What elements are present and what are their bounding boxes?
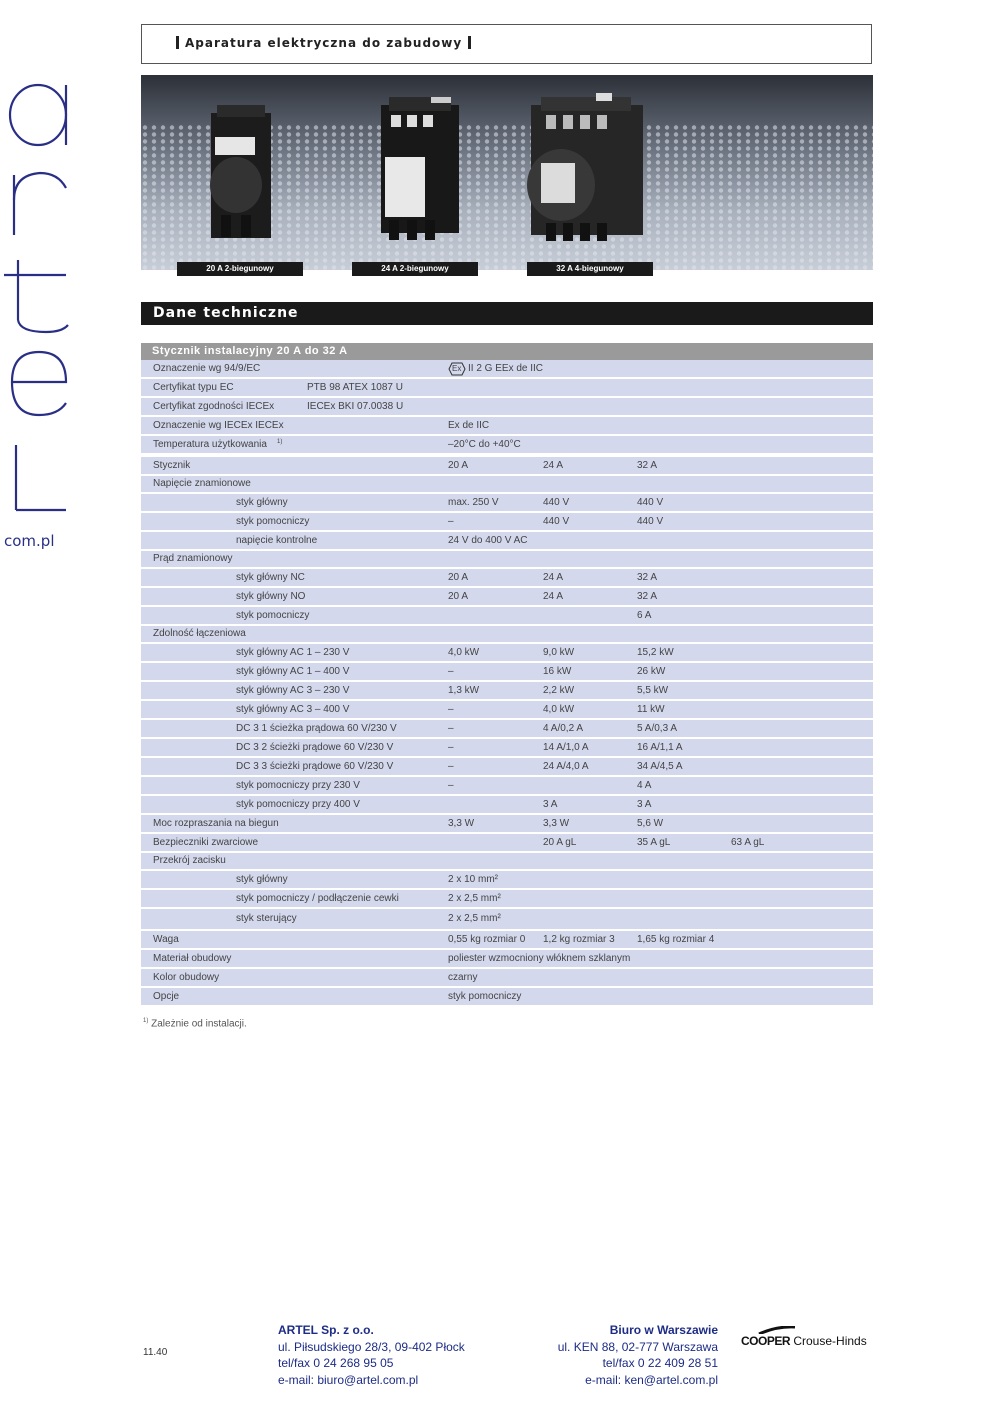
footnote-text: Zależnie od instalacji. [151, 1018, 247, 1030]
row-label: styk główny AC 1 – 400 V [236, 666, 350, 677]
caption-24a: 24 A 2-biegunowy [352, 262, 478, 276]
row-label: styk pomocniczy przy 400 V [236, 799, 360, 810]
row-value-c3: 24 A [543, 591, 564, 602]
row-label: Certyfikat zgodności IECEx [153, 401, 275, 412]
office-email[interactable]: e-mail: ken@artel.com.pl [585, 1372, 718, 1387]
row-value-c2: –20°C do +40°C [448, 439, 521, 450]
row-label: Waga [153, 934, 179, 945]
row-value-c2: 1,3 kW [448, 685, 480, 696]
row-value-c4: 440 V [637, 516, 664, 527]
footnote [143, 1018, 247, 1029]
row-value-c4: 3 A [637, 799, 652, 810]
row-value-c2: 3,3 W [448, 818, 475, 829]
table-row [141, 777, 873, 796]
row-label: Kolor obudowy [153, 972, 220, 983]
table-row [141, 988, 873, 1007]
row-label: Materiał obudowy [153, 953, 232, 964]
row-value-c2: 0,55 kg rozmiar 0 [448, 934, 526, 945]
table-row [141, 720, 873, 739]
office-street: ul. KEN 88, 02-777 Warszawa [557, 1339, 718, 1354]
row-value-c2: poliester wzmocniony włóknem szklanym [448, 953, 631, 964]
row-label: styk pomocniczy / podłączenie cewki [236, 893, 399, 904]
row-value-c4: 5 A/0,3 A [637, 723, 678, 734]
row-value-c3: 2,2 kW [543, 685, 575, 696]
row-label: styk główny NC [236, 572, 305, 583]
cooper-swoosh-icon [757, 1326, 797, 1334]
address-right [520, 1322, 718, 1388]
row-value-c2: – [448, 761, 454, 772]
table-row [141, 950, 873, 969]
row-label: Prąd znamionowy [153, 553, 233, 564]
row-label: Oznaczenie wg IECEx IECEx [153, 420, 284, 431]
caption-32a: 32 A 4-biegunowy [527, 262, 653, 276]
row-value-c4: 32 A [637, 591, 658, 602]
table-row [141, 588, 873, 607]
row-label: styk pomocniczy przy 230 V [236, 780, 360, 791]
row-value-c3: 24 A [543, 572, 564, 583]
table-row [141, 969, 873, 988]
row-value-c3: 14 A/1,0 A [543, 742, 589, 753]
row-label: styk pomocniczy [236, 516, 310, 527]
row-value-c3: 16 kW [543, 666, 572, 677]
row-value-c4: 4 A [637, 780, 652, 791]
table-body [141, 360, 873, 1007]
row-value-c3: 4,0 kW [543, 704, 575, 715]
row-label: DC 3 1 ścieżka prądowa 60 V/230 V [236, 723, 397, 734]
office-name: Biuro w Warszawie [609, 1323, 718, 1337]
row-label: Certyfikat typu EC [153, 382, 234, 393]
row-value-c3: 24 A [543, 460, 564, 471]
contactor-32a-image [527, 93, 643, 241]
row-label: Przekrój zacisku [153, 855, 226, 866]
header-title: Aparatura elektryczna do zabudowy [176, 36, 471, 50]
table-row [141, 909, 873, 931]
row-value-c2: II 2 G EEx de IIC [468, 363, 544, 374]
row-label: Zdolność łączeniowa [153, 628, 246, 639]
row-value-c3: 1,2 kg rozmiar 3 [543, 934, 615, 945]
table-row [141, 551, 873, 569]
row-label: styk główny AC 3 – 230 V [236, 685, 350, 696]
row-value-c3: 440 V [543, 497, 570, 508]
contactor-20a-image [210, 105, 271, 238]
row-label: napięcie kontrolne [236, 535, 318, 546]
page-number: 11.40 [143, 1347, 168, 1358]
row-value-c2: 2 x 2,5 mm² [448, 893, 501, 904]
table-row [141, 532, 873, 551]
table-row [141, 739, 873, 758]
row-value-c4: 5,5 kW [637, 685, 669, 696]
row-value-c1: PTB 98 ATEX 1087 U [307, 382, 403, 393]
row-value-c2: 2 x 10 mm² [448, 874, 499, 885]
table-row [141, 682, 873, 701]
table-row [141, 701, 873, 720]
section-title: Dane techniczne [141, 302, 873, 325]
contactor-24a-image [381, 97, 459, 240]
footnote-mark: 1) [143, 1018, 149, 1024]
row-value-c2: 24 V do 400 V AC [448, 535, 528, 546]
row-label: Oznaczenie wg 94/9/EC [153, 363, 261, 374]
row-label: Napięcie znamionowe [153, 478, 251, 489]
row-value-c2: 2 x 2,5 mm² [448, 913, 501, 924]
row-value-c4: 35 A gL [637, 837, 671, 848]
row-value-c3: 3 A [543, 799, 558, 810]
row-label: DC 3 3 ścieżki prądowe 60 V/230 V [236, 761, 394, 772]
row-value-c2: 20 A [448, 460, 469, 471]
row-value-c2: 20 A [448, 572, 469, 583]
row-value-c2: 20 A [448, 591, 469, 602]
row-label: styk główny [236, 497, 288, 508]
row-label: Temperatura użytkowania [153, 439, 267, 450]
row-label: Moc rozpraszania na biegun [153, 818, 279, 829]
product-photo [141, 75, 873, 270]
cooper-crouse-hinds-logo [741, 1334, 867, 1348]
table-row [141, 398, 873, 417]
row-value-c3: 440 V [543, 516, 570, 527]
table-row [141, 871, 873, 890]
row-label: Bezpieczniki zwarciowe [153, 837, 259, 848]
row-value-c2: – [448, 723, 454, 734]
row-value-c3: 20 A gL [543, 837, 577, 848]
row-value-c2: – [448, 516, 454, 527]
row-label: Opcje [153, 991, 180, 1002]
table-row [141, 513, 873, 532]
table-row [141, 758, 873, 777]
row-label: styk pomocniczy [236, 610, 310, 621]
table-row [141, 569, 873, 588]
row-value-c1: IECEx BKI 07.0038 U [307, 401, 404, 412]
header-box [141, 24, 872, 64]
row-value-c2: – [448, 742, 454, 753]
table-row [141, 853, 873, 871]
company-email[interactable]: e-mail: biuro@artel.com.pl [278, 1372, 419, 1387]
row-value-c2: – [448, 666, 454, 677]
table-row [141, 607, 873, 626]
row-value-c2: – [448, 704, 454, 715]
spec-table [141, 343, 873, 1007]
row-value-c4: 26 kW [637, 666, 666, 677]
table-row [141, 834, 873, 853]
table-row [141, 931, 873, 950]
table-row [141, 796, 873, 815]
table-row [141, 626, 873, 644]
row-footnote-mark: 1) [277, 439, 283, 445]
office-phone: tel/fax 0 22 409 28 51 [602, 1356, 718, 1370]
row-value-c2: 4,0 kW [448, 647, 480, 658]
table-row [141, 663, 873, 682]
row-value-c4: 5,6 W [637, 818, 664, 829]
caption-20a: 20 A 2-biegunowy [177, 262, 303, 276]
row-value-c3: 3,3 W [543, 818, 570, 829]
brand-cooper: COOPER [741, 1334, 791, 1348]
row-value-c4: 32 A [637, 572, 658, 583]
row-value-c2: czarny [448, 972, 478, 983]
company-street: ul. Piłsudskiego 28/3, 09-402 Płock [278, 1339, 465, 1354]
table-row [141, 815, 873, 834]
row-label: DC 3 2 ścieżki prądowe 60 V/230 V [236, 742, 394, 753]
company-name: ARTEL Sp. z o.o. [278, 1323, 374, 1337]
row-value-c3: 24 A/4,0 A [543, 761, 589, 772]
table-heading: Stycznik instalacyjny 20 A do 32 A [141, 343, 873, 360]
row-value-c4: 32 A [637, 460, 658, 471]
row-value-c4: 16 A/1,1 A [637, 742, 683, 753]
row-value-c2: Ex de IIC [448, 420, 490, 431]
row-value-c2: max. 250 V [448, 497, 499, 508]
row-value-c4: 1,65 kg rozmiar 4 [637, 934, 715, 945]
table-row [141, 890, 873, 909]
company-phone: tel/fax 0 24 268 95 05 [278, 1356, 394, 1370]
row-value-c4: 15,2 kW [637, 647, 674, 658]
artel-logo [0, 70, 80, 560]
row-label: styk główny [236, 874, 288, 885]
row-value-c2: styk pomocniczy [448, 991, 522, 1002]
row-value-c5: 63 A gL [731, 837, 765, 848]
table-row [141, 644, 873, 663]
row-label: styk główny AC 1 – 230 V [236, 647, 350, 658]
row-value-c4: 34 A/4,5 A [637, 761, 683, 772]
table-row [141, 436, 873, 455]
row-value-c3: 4 A/0,2 A [543, 723, 584, 734]
table-row [141, 494, 873, 513]
table-row [141, 417, 873, 436]
table-row [141, 360, 873, 379]
row-value-c2: – [448, 780, 454, 791]
row-label: styk główny NO [236, 591, 306, 602]
brand-crouse-hinds: Crouse-Hinds [790, 1334, 867, 1348]
ex-symbol-text: Ex [452, 364, 462, 373]
row-value-c4: 440 V [637, 497, 664, 508]
table-row [141, 379, 873, 398]
row-value-c4: 6 A [637, 610, 652, 621]
row-label: styk sterujący [236, 913, 297, 924]
table-row [141, 457, 873, 476]
svg-text:com.pl: com.pl [4, 532, 55, 550]
table-row [141, 476, 873, 494]
row-value-c3: 9,0 kW [543, 647, 575, 658]
address-left [278, 1322, 465, 1388]
ex-hexagon-icon [448, 362, 466, 375]
row-value-c4: 11 kW [637, 704, 665, 715]
row-label: Stycznik [153, 460, 191, 471]
row-label: styk główny AC 3 – 400 V [236, 704, 350, 715]
